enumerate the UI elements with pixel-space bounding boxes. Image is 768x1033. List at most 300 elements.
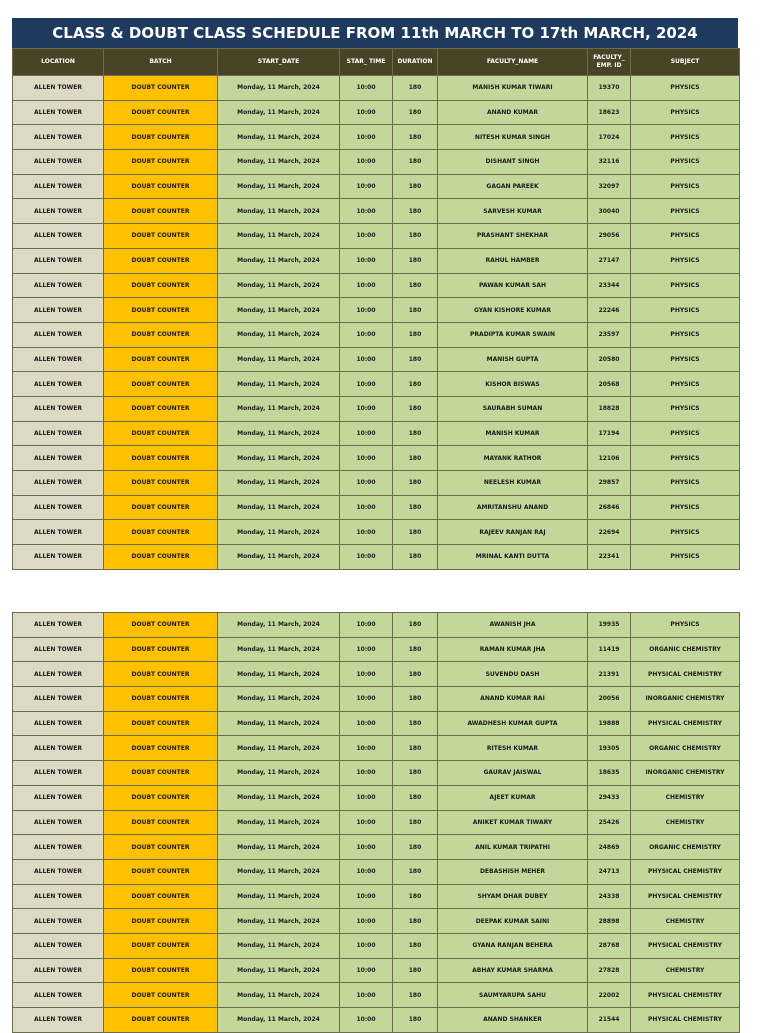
cell-start-time: 10:00 [340, 662, 393, 687]
cell-batch: DOUBT COUNTER [104, 248, 218, 273]
cell-faculty-emp-id: 22341 [588, 545, 631, 570]
cell-faculty-emp-id: 19370 [588, 76, 631, 101]
cell-batch: DOUBT COUNTER [104, 909, 218, 934]
cell-batch: DOUBT COUNTER [104, 199, 218, 224]
cell-start-time: 10:00 [340, 298, 393, 323]
cell-faculty-name: SHYAM DHAR DUBEY [438, 884, 588, 909]
cell-duration: 180 [393, 446, 438, 471]
cell-start-date: Monday, 11 March, 2024 [218, 322, 340, 347]
cell-start-time: 10:00 [340, 347, 393, 372]
cell-batch: DOUBT COUNTER [104, 761, 218, 786]
cell-start-time: 10:00 [340, 372, 393, 397]
cell-subject: ORGANIC CHEMISTRY [631, 637, 740, 662]
cell-duration: 180 [393, 495, 438, 520]
cell-location: ALLEN TOWER [13, 810, 104, 835]
cell-faculty-name: AMRITANSHU ANAND [438, 495, 588, 520]
table-row [13, 322, 740, 347]
cell-location: ALLEN TOWER [13, 248, 104, 273]
table-row [13, 1008, 740, 1033]
cell-batch: DOUBT COUNTER [104, 711, 218, 736]
cell-subject: PHYSICS [631, 76, 740, 101]
cell-start-date: Monday, 11 March, 2024 [218, 983, 340, 1008]
cell-subject: PHYSICS [631, 396, 740, 421]
cell-faculty-emp-id: 18635 [588, 761, 631, 786]
cell-batch: DOUBT COUNTER [104, 958, 218, 983]
cell-location: ALLEN TOWER [13, 150, 104, 175]
table-row [13, 810, 740, 835]
cell-start-date: Monday, 11 March, 2024 [218, 100, 340, 125]
cell-subject: CHEMISTRY [631, 810, 740, 835]
cell-start-date: Monday, 11 March, 2024 [218, 835, 340, 860]
cell-faculty-emp-id: 32116 [588, 150, 631, 175]
column-header-faculty-name: FACULTY_NAME [438, 49, 588, 76]
cell-faculty-name: ABHAY KUMAR SHARMA [438, 958, 588, 983]
cell-start-time: 10:00 [340, 687, 393, 712]
cell-duration: 180 [393, 835, 438, 860]
cell-start-date: Monday, 11 March, 2024 [218, 958, 340, 983]
cell-duration: 180 [393, 983, 438, 1008]
cell-faculty-emp-id: 19888 [588, 711, 631, 736]
cell-faculty-name: PRADIPTA KUMAR SWAIN [438, 322, 588, 347]
cell-start-date: Monday, 11 March, 2024 [218, 1008, 340, 1033]
cell-location: ALLEN TOWER [13, 909, 104, 934]
cell-batch: DOUBT COUNTER [104, 273, 218, 298]
cell-start-time: 10:00 [340, 199, 393, 224]
cell-location: ALLEN TOWER [13, 736, 104, 761]
cell-location: ALLEN TOWER [13, 322, 104, 347]
cell-start-time: 10:00 [340, 933, 393, 958]
cell-start-date: Monday, 11 March, 2024 [218, 298, 340, 323]
schedule-table-2-body [13, 613, 740, 1033]
cell-duration: 180 [393, 100, 438, 125]
cell-faculty-name: AJEET KUMAR [438, 785, 588, 810]
cell-subject: PHYSICS [631, 495, 740, 520]
cell-start-date: Monday, 11 March, 2024 [218, 520, 340, 545]
cell-start-date: Monday, 11 March, 2024 [218, 125, 340, 150]
cell-batch: DOUBT COUNTER [104, 322, 218, 347]
cell-start-time: 10:00 [340, 125, 393, 150]
cell-subject: PHYSICAL CHEMISTRY [631, 983, 740, 1008]
column-header-start-date: START_DATE [218, 49, 340, 76]
cell-faculty-name: PRASHANT SHEKHAR [438, 224, 588, 249]
cell-start-date: Monday, 11 March, 2024 [218, 761, 340, 786]
cell-start-date: Monday, 11 March, 2024 [218, 273, 340, 298]
table-row [13, 785, 740, 810]
cell-start-date: Monday, 11 March, 2024 [218, 347, 340, 372]
cell-batch: DOUBT COUNTER [104, 810, 218, 835]
cell-faculty-emp-id: 27147 [588, 248, 631, 273]
cell-duration: 180 [393, 248, 438, 273]
table-row [13, 662, 740, 687]
cell-faculty-emp-id: 12106 [588, 446, 631, 471]
cell-start-date: Monday, 11 March, 2024 [218, 495, 340, 520]
cell-start-date: Monday, 11 March, 2024 [218, 613, 340, 638]
cell-duration: 180 [393, 958, 438, 983]
cell-duration: 180 [393, 273, 438, 298]
column-header-start-time: STAR_ TIME [340, 49, 393, 76]
cell-faculty-name: DEEPAK KUMAR SAINI [438, 909, 588, 934]
cell-start-time: 10:00 [340, 421, 393, 446]
cell-location: ALLEN TOWER [13, 199, 104, 224]
cell-duration: 180 [393, 224, 438, 249]
cell-duration: 180 [393, 421, 438, 446]
cell-faculty-name: SUVENDU DASH [438, 662, 588, 687]
cell-faculty-emp-id: 23344 [588, 273, 631, 298]
cell-start-time: 10:00 [340, 637, 393, 662]
cell-batch: DOUBT COUNTER [104, 471, 218, 496]
table-row [13, 372, 740, 397]
cell-faculty-emp-id: 21544 [588, 1008, 631, 1033]
cell-location: ALLEN TOWER [13, 495, 104, 520]
schedule-table-1 [12, 48, 740, 570]
cell-duration: 180 [393, 125, 438, 150]
cell-subject: PHYSICS [631, 174, 740, 199]
cell-batch: DOUBT COUNTER [104, 446, 218, 471]
cell-subject: CHEMISTRY [631, 958, 740, 983]
cell-location: ALLEN TOWER [13, 835, 104, 860]
cell-location: ALLEN TOWER [13, 224, 104, 249]
cell-start-time: 10:00 [340, 248, 393, 273]
cell-batch: DOUBT COUNTER [104, 174, 218, 199]
cell-duration: 180 [393, 76, 438, 101]
cell-batch: DOUBT COUNTER [104, 983, 218, 1008]
table-row [13, 199, 740, 224]
cell-location: ALLEN TOWER [13, 396, 104, 421]
table-row [13, 298, 740, 323]
cell-batch: DOUBT COUNTER [104, 884, 218, 909]
schedule-title: CLASS & DOUBT CLASS SCHEDULE FROM 11th MARCH TO 17th MARCH, 2024 [12, 18, 738, 48]
cell-location: ALLEN TOWER [13, 372, 104, 397]
cell-batch: DOUBT COUNTER [104, 736, 218, 761]
cell-batch: DOUBT COUNTER [104, 125, 218, 150]
cell-faculty-emp-id: 19305 [588, 736, 631, 761]
cell-faculty-emp-id: 20568 [588, 372, 631, 397]
cell-duration: 180 [393, 884, 438, 909]
cell-duration: 180 [393, 711, 438, 736]
table-row [13, 471, 740, 496]
cell-start-time: 10:00 [340, 736, 393, 761]
cell-subject: PHYSICS [631, 125, 740, 150]
cell-start-date: Monday, 11 March, 2024 [218, 199, 340, 224]
cell-faculty-emp-id: 11419 [588, 637, 631, 662]
cell-start-time: 10:00 [340, 396, 393, 421]
table-row [13, 446, 740, 471]
cell-location: ALLEN TOWER [13, 273, 104, 298]
cell-subject: PHYSICS [631, 100, 740, 125]
cell-start-date: Monday, 11 March, 2024 [218, 372, 340, 397]
cell-location: ALLEN TOWER [13, 637, 104, 662]
cell-start-time: 10:00 [340, 1008, 393, 1033]
cell-subject: PHYSICAL CHEMISTRY [631, 933, 740, 958]
cell-faculty-emp-id: 22694 [588, 520, 631, 545]
cell-duration: 180 [393, 613, 438, 638]
cell-faculty-emp-id: 22246 [588, 298, 631, 323]
cell-faculty-name: ANIKET KUMAR TIWARY [438, 810, 588, 835]
cell-duration: 180 [393, 761, 438, 786]
cell-duration: 180 [393, 662, 438, 687]
cell-start-date: Monday, 11 March, 2024 [218, 785, 340, 810]
cell-batch: DOUBT COUNTER [104, 150, 218, 175]
cell-duration: 180 [393, 520, 438, 545]
cell-location: ALLEN TOWER [13, 100, 104, 125]
column-header-duration: DURATION [393, 49, 438, 76]
cell-subject: PHYSICS [631, 421, 740, 446]
cell-batch: DOUBT COUNTER [104, 372, 218, 397]
cell-start-date: Monday, 11 March, 2024 [218, 711, 340, 736]
cell-start-time: 10:00 [340, 613, 393, 638]
cell-location: ALLEN TOWER [13, 298, 104, 323]
table-row [13, 174, 740, 199]
cell-faculty-name: ANAND SHANKER [438, 1008, 588, 1033]
table-row [13, 637, 740, 662]
cell-faculty-emp-id: 18623 [588, 100, 631, 125]
cell-duration: 180 [393, 785, 438, 810]
column-header-row [13, 49, 740, 76]
cell-subject: ORGANIC CHEMISTRY [631, 835, 740, 860]
cell-start-date: Monday, 11 March, 2024 [218, 396, 340, 421]
cell-subject: PHYSICAL CHEMISTRY [631, 859, 740, 884]
cell-start-time: 10:00 [340, 785, 393, 810]
cell-subject: INORGANIC CHEMISTRY [631, 687, 740, 712]
cell-subject: PHYSICAL CHEMISTRY [631, 662, 740, 687]
cell-start-time: 10:00 [340, 983, 393, 1008]
column-header-subject: SUBJECT [631, 49, 740, 76]
cell-faculty-name: AWADHESH KUMAR GUPTA [438, 711, 588, 736]
cell-subject: CHEMISTRY [631, 785, 740, 810]
cell-subject: PHYSICS [631, 545, 740, 570]
cell-location: ALLEN TOWER [13, 421, 104, 446]
cell-batch: DOUBT COUNTER [104, 859, 218, 884]
cell-duration: 180 [393, 372, 438, 397]
cell-start-time: 10:00 [340, 520, 393, 545]
cell-faculty-name: PAWAN KUMAR SAH [438, 273, 588, 298]
cell-batch: DOUBT COUNTER [104, 298, 218, 323]
cell-faculty-emp-id: 18828 [588, 396, 631, 421]
table-row [13, 859, 740, 884]
cell-batch: DOUBT COUNTER [104, 835, 218, 860]
cell-location: ALLEN TOWER [13, 471, 104, 496]
cell-subject: PHYSICS [631, 520, 740, 545]
cell-faculty-name: ANIL KUMAR TRIPATHI [438, 835, 588, 860]
cell-start-time: 10:00 [340, 174, 393, 199]
cell-location: ALLEN TOWER [13, 662, 104, 687]
table-row [13, 421, 740, 446]
table-row [13, 983, 740, 1008]
cell-faculty-name: DISHANT SINGH [438, 150, 588, 175]
cell-batch: DOUBT COUNTER [104, 224, 218, 249]
table-row [13, 347, 740, 372]
cell-location: ALLEN TOWER [13, 174, 104, 199]
table-row [13, 835, 740, 860]
table-row [13, 248, 740, 273]
cell-duration: 180 [393, 1008, 438, 1033]
cell-duration: 180 [393, 909, 438, 934]
cell-duration: 180 [393, 471, 438, 496]
table-row [13, 933, 740, 958]
cell-faculty-emp-id: 21391 [588, 662, 631, 687]
table-row [13, 125, 740, 150]
cell-start-time: 10:00 [340, 150, 393, 175]
cell-start-time: 10:00 [340, 100, 393, 125]
table-row [13, 224, 740, 249]
cell-start-time: 10:00 [340, 859, 393, 884]
cell-faculty-name: MRINAL KANTI DUTTA [438, 545, 588, 570]
table-row [13, 273, 740, 298]
table-row [13, 884, 740, 909]
cell-faculty-name: MANISH GUPTA [438, 347, 588, 372]
cell-location: ALLEN TOWER [13, 125, 104, 150]
cell-subject: PHYSICAL CHEMISTRY [631, 1008, 740, 1033]
cell-faculty-name: MANISH KUMAR [438, 421, 588, 446]
cell-duration: 180 [393, 859, 438, 884]
cell-faculty-emp-id: 19935 [588, 613, 631, 638]
cell-location: ALLEN TOWER [13, 761, 104, 786]
cell-start-date: Monday, 11 March, 2024 [218, 687, 340, 712]
cell-start-date: Monday, 11 March, 2024 [218, 150, 340, 175]
cell-start-date: Monday, 11 March, 2024 [218, 76, 340, 101]
table-row [13, 520, 740, 545]
cell-faculty-emp-id: 24713 [588, 859, 631, 884]
cell-batch: DOUBT COUNTER [104, 785, 218, 810]
cell-location: ALLEN TOWER [13, 545, 104, 570]
cell-faculty-emp-id: 20056 [588, 687, 631, 712]
cell-faculty-emp-id: 24869 [588, 835, 631, 860]
cell-start-date: Monday, 11 March, 2024 [218, 421, 340, 446]
cell-location: ALLEN TOWER [13, 347, 104, 372]
table-row [13, 958, 740, 983]
cell-batch: DOUBT COUNTER [104, 100, 218, 125]
cell-faculty-name: RITESH KUMAR [438, 736, 588, 761]
cell-subject: ORGANIC CHEMISTRY [631, 736, 740, 761]
cell-start-date: Monday, 11 March, 2024 [218, 637, 340, 662]
cell-faculty-emp-id: 26846 [588, 495, 631, 520]
cell-start-date: Monday, 11 March, 2024 [218, 810, 340, 835]
table-row [13, 545, 740, 570]
cell-start-time: 10:00 [340, 711, 393, 736]
table-row [13, 736, 740, 761]
schedule-table-1-body [13, 76, 740, 570]
cell-batch: DOUBT COUNTER [104, 687, 218, 712]
cell-start-date: Monday, 11 March, 2024 [218, 224, 340, 249]
cell-start-time: 10:00 [340, 322, 393, 347]
cell-faculty-name: GYANA RANJAN BEHERA [438, 933, 588, 958]
cell-faculty-name: SAUMYARUPA SAHU [438, 983, 588, 1008]
cell-subject: PHYSICS [631, 273, 740, 298]
cell-faculty-name: GAGAN PAREEK [438, 174, 588, 199]
cell-subject: INORGANIC CHEMISTRY [631, 761, 740, 786]
table-row [13, 495, 740, 520]
schedule-sheet [12, 18, 738, 48]
cell-duration: 180 [393, 199, 438, 224]
cell-batch: DOUBT COUNTER [104, 1008, 218, 1033]
table-row [13, 761, 740, 786]
cell-start-date: Monday, 11 March, 2024 [218, 859, 340, 884]
cell-location: ALLEN TOWER [13, 884, 104, 909]
column-header-location: LOCATION [13, 49, 104, 76]
cell-subject: PHYSICS [631, 613, 740, 638]
cell-faculty-name: MAYANK RATHOR [438, 446, 588, 471]
cell-faculty-name: DEBASHISH MEHER [438, 859, 588, 884]
cell-batch: DOUBT COUNTER [104, 545, 218, 570]
cell-subject: PHYSICAL CHEMISTRY [631, 711, 740, 736]
cell-batch: DOUBT COUNTER [104, 495, 218, 520]
cell-batch: DOUBT COUNTER [104, 637, 218, 662]
cell-faculty-emp-id: 22002 [588, 983, 631, 1008]
cell-batch: DOUBT COUNTER [104, 396, 218, 421]
cell-batch: DOUBT COUNTER [104, 347, 218, 372]
cell-location: ALLEN TOWER [13, 785, 104, 810]
cell-faculty-emp-id: 30040 [588, 199, 631, 224]
cell-start-time: 10:00 [340, 446, 393, 471]
cell-location: ALLEN TOWER [13, 933, 104, 958]
cell-faculty-name: MANISH KUMAR TIWARI [438, 76, 588, 101]
cell-subject: PHYSICS [631, 150, 740, 175]
cell-duration: 180 [393, 347, 438, 372]
cell-subject: PHYSICS [631, 248, 740, 273]
cell-location: ALLEN TOWER [13, 446, 104, 471]
cell-subject: PHYSICS [631, 372, 740, 397]
cell-faculty-emp-id: 24338 [588, 884, 631, 909]
cell-location: ALLEN TOWER [13, 859, 104, 884]
cell-faculty-name: KISHOR BISWAS [438, 372, 588, 397]
cell-faculty-emp-id: 29433 [588, 785, 631, 810]
cell-start-date: Monday, 11 March, 2024 [218, 933, 340, 958]
cell-faculty-emp-id: 17194 [588, 421, 631, 446]
cell-faculty-name: SAURABH SUMAN [438, 396, 588, 421]
cell-duration: 180 [393, 396, 438, 421]
schedule-table-2 [12, 612, 740, 1033]
cell-start-date: Monday, 11 March, 2024 [218, 471, 340, 496]
table-row [13, 687, 740, 712]
table-row [13, 150, 740, 175]
cell-start-date: Monday, 11 March, 2024 [218, 248, 340, 273]
cell-subject: PHYSICS [631, 446, 740, 471]
cell-faculty-name: SARVESH KUMAR [438, 199, 588, 224]
cell-duration: 180 [393, 298, 438, 323]
cell-location: ALLEN TOWER [13, 687, 104, 712]
cell-faculty-name: AWANISH JHA [438, 613, 588, 638]
cell-start-time: 10:00 [340, 76, 393, 101]
cell-faculty-emp-id: 28768 [588, 933, 631, 958]
cell-start-date: Monday, 11 March, 2024 [218, 662, 340, 687]
cell-start-time: 10:00 [340, 810, 393, 835]
cell-duration: 180 [393, 637, 438, 662]
cell-duration: 180 [393, 150, 438, 175]
cell-location: ALLEN TOWER [13, 983, 104, 1008]
cell-subject: PHYSICS [631, 347, 740, 372]
cell-faculty-emp-id: 29056 [588, 224, 631, 249]
cell-subject: PHYSICS [631, 199, 740, 224]
column-header-faculty-emp-id: FACULTY_ EMP. ID [588, 49, 631, 76]
cell-location: ALLEN TOWER [13, 1008, 104, 1033]
cell-start-time: 10:00 [340, 495, 393, 520]
cell-start-date: Monday, 11 March, 2024 [218, 884, 340, 909]
cell-duration: 180 [393, 687, 438, 712]
cell-faculty-emp-id: 29857 [588, 471, 631, 496]
cell-start-time: 10:00 [340, 909, 393, 934]
cell-duration: 180 [393, 810, 438, 835]
cell-start-time: 10:00 [340, 958, 393, 983]
cell-location: ALLEN TOWER [13, 958, 104, 983]
cell-faculty-emp-id: 32097 [588, 174, 631, 199]
table-row [13, 100, 740, 125]
cell-duration: 180 [393, 736, 438, 761]
cell-batch: DOUBT COUNTER [104, 933, 218, 958]
cell-location: ALLEN TOWER [13, 613, 104, 638]
cell-faculty-name: NEELESH KUMAR [438, 471, 588, 496]
cell-location: ALLEN TOWER [13, 711, 104, 736]
cell-batch: DOUBT COUNTER [104, 421, 218, 446]
